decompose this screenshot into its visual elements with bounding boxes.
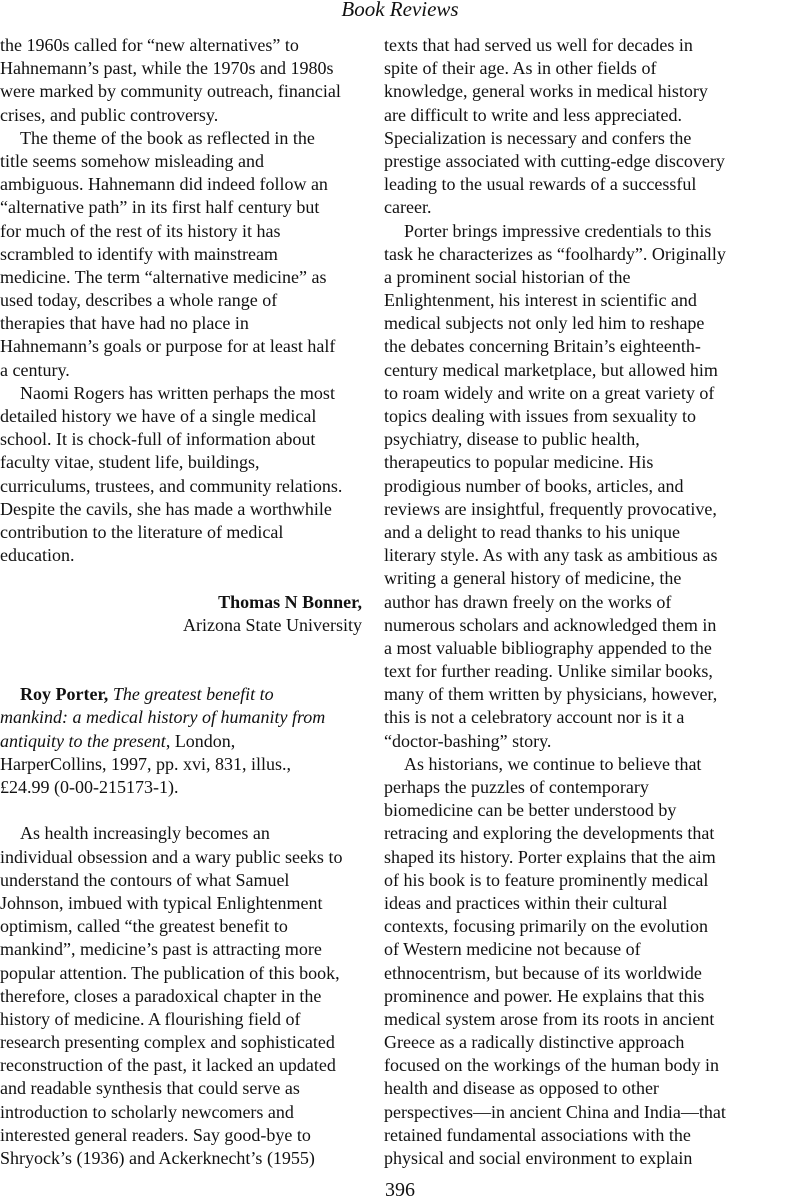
text-line: education. xyxy=(0,545,75,566)
citation-author: Roy Porter, xyxy=(20,684,109,705)
text-line: mankind”, medicine’s past is attracting more xyxy=(0,939,322,960)
text-line: detailed history we have of a single medical xyxy=(0,406,317,426)
text-line: reviews are insightful, frequently provocative, xyxy=(384,498,717,519)
text-line: a century. xyxy=(0,359,70,380)
text-line: topics dealing with issues from sexuality to xyxy=(384,406,696,426)
text-line: “doctor-bashing” story. xyxy=(384,730,552,751)
text-line: ambiguous. Hahnemann did indeed follow an xyxy=(0,174,328,195)
text-line: leading to the usual rewards of a successful xyxy=(384,174,697,195)
text-line: interested general readers. Say good-bye to xyxy=(0,1124,311,1145)
paragraph xyxy=(0,382,362,568)
text-line: text for further reading. Unlike similar books, xyxy=(384,661,713,682)
text-line: a prominent social historian of the xyxy=(384,266,631,287)
text-line: research presenting complex and sophisticated xyxy=(0,1032,335,1053)
text-line: author has drawn freely on the works of xyxy=(384,591,672,612)
text-line: physical and social environment to explain xyxy=(384,1148,693,1168)
text-line: texts that had served us well for decades in xyxy=(384,35,693,55)
text-line: knowledge, general works in medical history xyxy=(384,81,708,102)
text-line: century medical marketplace, but allowed him xyxy=(384,359,718,380)
text-line: and a delight to read thanks to his unique xyxy=(384,521,680,542)
left-column xyxy=(0,34,362,1170)
text-line: biomedicine can be better understood by xyxy=(384,800,677,821)
book-citation xyxy=(0,683,362,799)
text-line: prominence and power. He explains that this xyxy=(384,985,705,1006)
citation-publisher: HarperCollins, 1997, pp. xvi, 831, illus., xyxy=(0,753,291,774)
spacer xyxy=(0,567,362,590)
text-line: Shryock’s (1936) and Ackerknecht’s (1955) xyxy=(0,1148,315,1168)
reviewer-name: Thomas N Bonner, xyxy=(218,591,362,612)
text-line: history of medicine. A flourishing field of xyxy=(0,1008,301,1029)
text-line: numerous scholars and acknowledged them in xyxy=(384,614,717,635)
citation-title: mankind: a medical history of humanity from xyxy=(0,707,326,728)
citation-title: antiquity to the present xyxy=(0,730,166,751)
paragraph xyxy=(384,220,742,753)
text-line: many of them written by physicians, however, xyxy=(384,684,718,705)
text-line: health and disease as opposed to other xyxy=(384,1078,659,1099)
text-line: retracing and exploring the developments that xyxy=(384,823,715,844)
text-line: prodigious number of books, articles, and xyxy=(384,475,684,496)
text-line: to roam widely and write on a great variety of xyxy=(384,382,715,403)
text-line: focused on the workings of the human body in xyxy=(384,1055,719,1076)
citation-place: , London, xyxy=(165,730,236,751)
text-line: medical system arose from its roots in ancient xyxy=(384,1008,715,1029)
text-line: popular attention. The publication of this book, xyxy=(0,962,340,983)
text-line: perhaps the puzzles of contemporary xyxy=(384,777,649,797)
text-line: Hahnemann’s past, while the 1970s and 1980s xyxy=(0,58,334,79)
spacer xyxy=(0,637,362,660)
text-line: individual obsession and a wary public seeks to xyxy=(0,846,343,867)
text-line: therapeutics to popular medicine. His xyxy=(384,452,654,473)
spacer xyxy=(0,799,362,822)
text-line: As health increasingly becomes an xyxy=(20,823,270,844)
text-line: medical subjects not only led him to reshape xyxy=(384,313,705,334)
text-line: ethnocentrism, but because of its worldwide xyxy=(384,962,702,983)
text-line: and readable synthesis that could serve as xyxy=(0,1078,300,1099)
text-line: The theme of the book as reflected in the xyxy=(20,127,315,148)
text-line: Naomi Rogers has written perhaps the most xyxy=(20,382,335,403)
text-line: of Western medicine not because of xyxy=(384,939,641,960)
text-line: Enlightenment, his interest in scientific and xyxy=(384,290,697,311)
text-line: the debates concerning Britain’s eighteenth- xyxy=(384,336,701,357)
text-line: psychiatry, disease to public health, xyxy=(384,429,640,450)
text-line: the 1960s called for “new alternatives” to xyxy=(0,35,299,55)
text-line: career. xyxy=(384,197,432,218)
text-line: spite of their age. As in other fields of xyxy=(384,58,657,79)
text-line: Hahnemann’s goals or purpose for at least half xyxy=(0,336,336,357)
text-line: shaped its history. Porter explains that the aim xyxy=(384,846,716,867)
text-line: this is not a celebratory account nor is it a xyxy=(384,707,685,728)
text-line: reconstruction of the past, it lacked an updated xyxy=(0,1055,336,1076)
reviewer-affiliation: Arizona State University xyxy=(183,614,362,635)
text-line: Specialization is necessary and confers the xyxy=(384,127,692,148)
paragraph xyxy=(0,34,362,127)
right-column xyxy=(384,34,742,1170)
text-line: optimism, called “the greatest benefit to xyxy=(0,916,288,937)
text-line: scrambled to identify with mainstream xyxy=(0,243,278,264)
text-line: of his book is to feature prominently medical xyxy=(384,869,709,890)
text-line: As historians, we continue to believe that xyxy=(404,753,702,774)
text-line: perspectives—in ancient China and India—that xyxy=(384,1101,726,1122)
text-line: used today, describes a whole range of xyxy=(0,290,278,311)
text-line: writing a general history of medicine, the xyxy=(384,568,682,589)
text-line: retained fundamental associations with the xyxy=(384,1124,691,1145)
running-header: Book Reviews xyxy=(341,0,459,21)
text-line: crises, and public controversy. xyxy=(0,104,219,125)
text-line: ideas and practices within their cultural xyxy=(384,892,668,913)
text-line: literary style. As with any task as ambitious as xyxy=(384,545,718,566)
text-line: title seems somehow misleading and xyxy=(0,150,264,171)
paragraph xyxy=(0,822,362,1170)
paragraph xyxy=(384,753,742,1170)
text-line: a most valuable bibliography appended to the xyxy=(384,637,712,658)
text-line: Greece as a radically distinctive approach xyxy=(384,1032,685,1053)
page-number: 396 xyxy=(385,1179,415,1201)
text-line: for much of the rest of its history it has xyxy=(0,220,281,241)
text-line: faculty vitae, student life, buildings, xyxy=(0,452,260,473)
text-line: were marked by community outreach, financial xyxy=(0,81,341,102)
citation-price: £24.99 (0-00-215173-1). xyxy=(0,777,179,797)
text-line: therapies that have had no place in xyxy=(0,313,249,334)
paragraph xyxy=(0,127,362,382)
text-line: Despite the cavils, she has made a worthwhile xyxy=(0,498,332,519)
text-line: contribution to the literature of medical xyxy=(0,521,284,542)
text-line: curriculums, trustees, and community relations. xyxy=(0,475,343,496)
text-line: prestige associated with cutting-edge discovery xyxy=(384,150,725,171)
text-line: introduction to scholarly newcomers and xyxy=(0,1101,294,1122)
paragraph xyxy=(384,34,742,220)
citation-title: The greatest benefit to xyxy=(112,684,274,705)
text-line: therefore, closes a paradoxical chapter in the xyxy=(0,985,322,1006)
text-line: are difficult to write and less appreciated. xyxy=(384,104,683,125)
text-line: medicine. The term “alternative medicine” as xyxy=(0,266,327,287)
text-line: Johnson, imbued with typical Enlightenment xyxy=(0,892,323,913)
text-line: contexts, focusing primarily on the evolution xyxy=(384,916,708,937)
text-line: school. It is chock-full of information about xyxy=(0,429,316,450)
spacer xyxy=(0,660,362,683)
text-line: understand the contours of what Samuel xyxy=(0,869,290,890)
text-line: task he characterizes as “foolhardy”. Originally xyxy=(384,243,726,264)
text-line: Porter brings impressive credentials to this xyxy=(404,220,712,241)
text-line: “alternative path” in its first half century but xyxy=(0,197,320,218)
